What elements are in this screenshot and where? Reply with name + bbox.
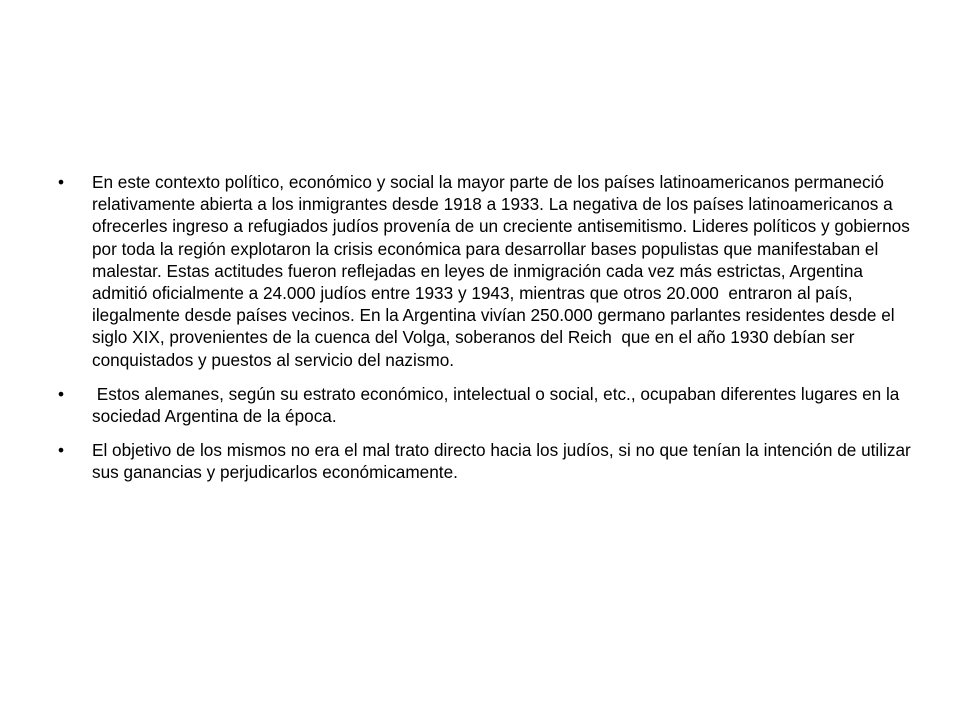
bullet-text: En este contexto político, económico y social la mayor parte de los países latinoamericanos permaneció relativamente abierta a los inmigrantes desde 1918 a 1933. La negativa de los países latinoamericanos a ofrecerles ingreso a refugiados judíos provenía de un creciente antisemitismo. Lideres políticos y gobiernos por toda la región explotaron la crisis económica para desarrollar bases populistas que manifestaban el malestar. Estas actitudes fueron reflejadas en leyes de inmigración cada vez más estrictas, Argentina admitió oficialmente a 24.000 judíos entre 1933 y 1943, mientras que otros 20.000 entraron al país, ilegalmente desde países vecinos. En la Argentina vivían 250.000 germano parlantes residentes desde el siglo XIX, provenientes de la cuenca del Volga, soberanos del Reich que en el año 1930 debían ser conquistados y puestos al servicio del nazismo. xyxy=(92,172,915,370)
bullet-icon: • xyxy=(58,172,65,192)
bullet-icon: • xyxy=(58,383,65,404)
bullet-text: Estos alemanes, según su estrato económico, intelectual o social, etc., ocupaban diferentes lugares en la sociedad Argentina de la época. xyxy=(92,383,905,427)
bullet-item-3 xyxy=(58,439,916,483)
bullet-icon: • xyxy=(58,440,65,461)
bullet-text: El objetivo de los mismos no era el mal trato directo hacia los judíos, si no que tenían la intención de utilizar sus ganancias y perjudicarlos económicamente. xyxy=(92,440,916,483)
bullet-item-2 xyxy=(58,383,916,427)
bullet-list xyxy=(58,171,916,496)
bullet-item-1 xyxy=(58,171,916,371)
